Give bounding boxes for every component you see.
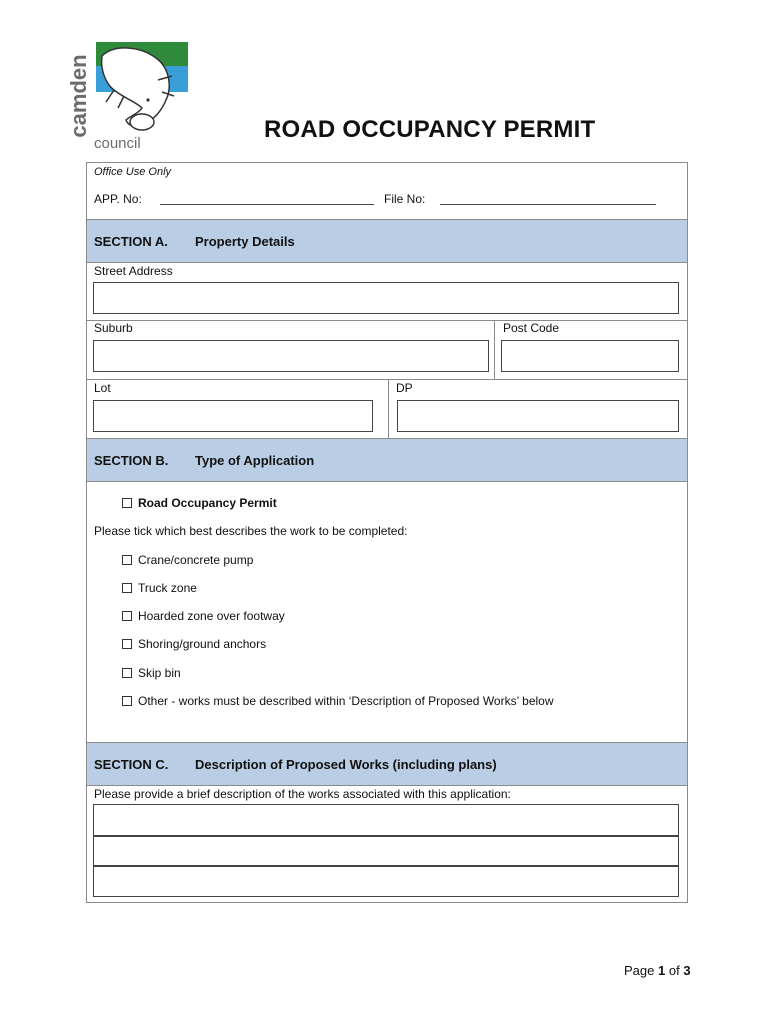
section-a-title: Property Details: [195, 234, 295, 249]
road-occupancy-permit-checkbox[interactable]: [122, 496, 277, 510]
section-b-label: SECTION B.: [94, 453, 169, 468]
work-type-instruction: Please tick which best describes the work to be completed:: [94, 524, 408, 538]
file-no-label: File No:: [384, 192, 426, 206]
logo-wordmark-council: council: [94, 135, 141, 152]
section-b-header: [87, 439, 687, 481]
section-c-title: Description of Proposed Works (including plans): [195, 757, 497, 772]
suburb-label: Suburb: [94, 321, 133, 335]
option-label: Shoring/ground anchors: [138, 637, 267, 651]
option-shoring-checkbox[interactable]: [122, 637, 266, 651]
page-current: 1: [658, 963, 666, 978]
option-label: Other - works must be described within ‘Description of Proposed Works’ below: [138, 694, 554, 708]
lot-input[interactable]: [93, 400, 373, 432]
option-label: Skip bin: [138, 666, 181, 680]
description-instruction: Please provide a brief description of the works associated with this application:: [94, 787, 511, 801]
office-use-label: Office Use Only: [94, 166, 172, 178]
page-of: of: [668, 963, 680, 978]
post-code-input[interactable]: [501, 340, 679, 372]
checkbox-icon: [122, 611, 132, 621]
page-total: 3: [683, 963, 691, 978]
suburb-input[interactable]: [93, 340, 489, 372]
option-label: Truck zone: [138, 581, 197, 595]
description-line-3[interactable]: [93, 866, 679, 897]
app-no-field[interactable]: [160, 204, 374, 205]
option-skip-bin-checkbox[interactable]: [122, 666, 181, 680]
section-b-title: Type of Application: [195, 453, 315, 468]
street-address-input[interactable]: [93, 282, 679, 314]
checkbox-icon: [122, 696, 132, 706]
section-c-header: [87, 743, 687, 785]
option-hoarded-zone-checkbox[interactable]: [122, 609, 285, 623]
file-no-field[interactable]: [440, 204, 656, 205]
option-crane-checkbox[interactable]: [122, 553, 253, 567]
option-label: Hoarded zone over footway: [138, 609, 285, 623]
description-line-2[interactable]: [93, 836, 679, 866]
section-a-label: SECTION A.: [94, 234, 168, 249]
lot-label: Lot: [94, 381, 111, 395]
page-prefix: Page: [624, 963, 655, 978]
page-title: ROAD OCCUPANCY PERMIT: [264, 116, 596, 143]
post-code-label: Post Code: [503, 321, 560, 335]
option-other-checkbox[interactable]: [122, 694, 554, 708]
dp-input[interactable]: [397, 400, 679, 432]
checkbox-icon: [122, 668, 132, 678]
camden-council-logo: [66, 40, 190, 152]
app-no-label: APP. No:: [94, 192, 142, 206]
description-line-1[interactable]: [93, 804, 679, 836]
checkbox-icon: [122, 498, 132, 508]
checkbox-icon: [122, 555, 132, 565]
permit-form: [86, 162, 688, 903]
checkbox-icon: [122, 639, 132, 649]
option-truck-zone-checkbox[interactable]: [122, 581, 197, 595]
page-indicator: [624, 963, 691, 978]
logo-wordmark-camden: camden: [66, 54, 91, 138]
street-address-label: Street Address: [94, 264, 173, 278]
dp-label: DP: [396, 381, 413, 395]
checkbox-icon: [122, 583, 132, 593]
option-label: Crane/concrete pump: [138, 553, 254, 567]
section-c-label: SECTION C.: [94, 757, 169, 772]
section-a-header: [87, 220, 687, 262]
road-occupancy-permit-label: Road Occupancy Permit: [138, 496, 277, 510]
